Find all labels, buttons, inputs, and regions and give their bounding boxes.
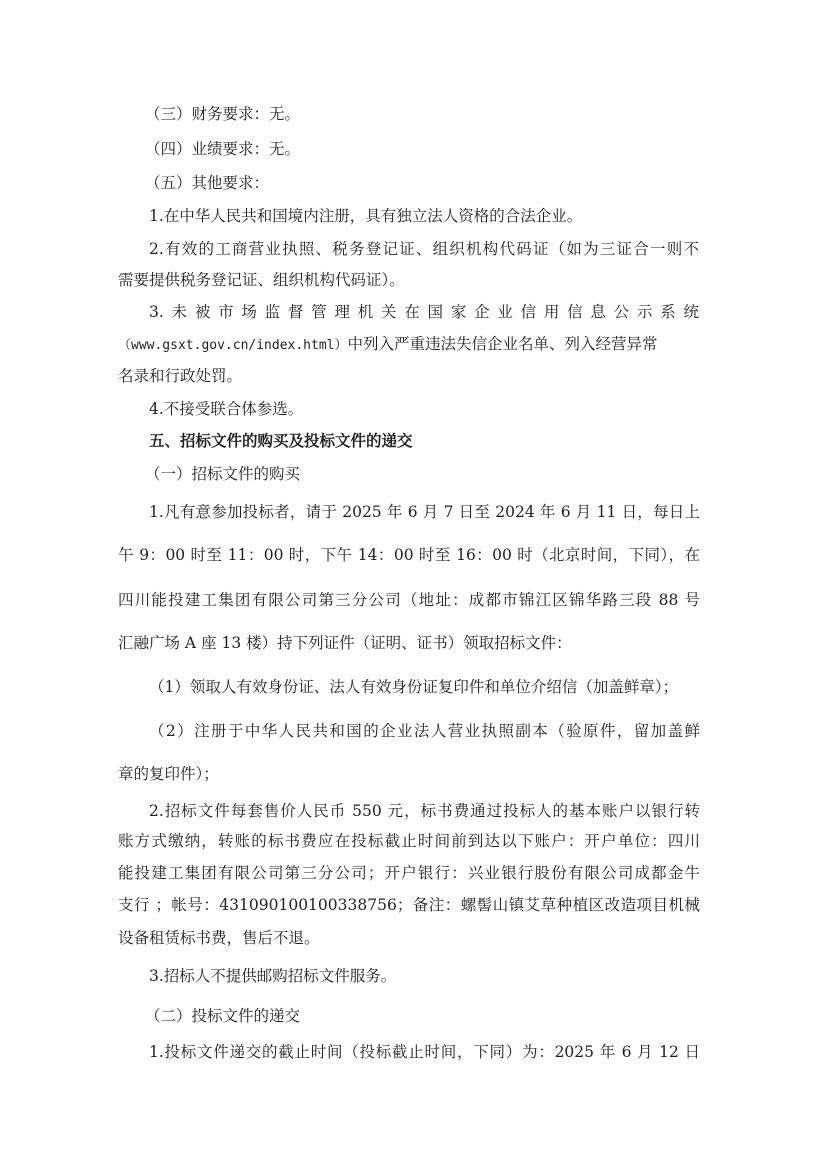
line-req-4: 4.不接受联合体参选。 xyxy=(149,400,304,418)
subsection-purchase: （一）招标文件的购买 xyxy=(145,465,301,483)
line-submission-1: 1.投标文件递交的截止时间（投标截止时间，下同）为：2025 年 6 月 12 日 xyxy=(149,1043,700,1061)
line-doc-item-2-cont: 章的复印件）； xyxy=(118,765,219,783)
line-purchase-3: 3.招标人不提供邮购招标文件服务。 xyxy=(149,967,397,985)
line-req-2-cont: 需要提供税务登记证、组织机构代码证）。 xyxy=(118,271,405,289)
line-purchase-1-time: 午 9：00 时至 11：00 时，下午 14：00 时至 16：00 时（北京时间，下同），在 xyxy=(118,546,700,564)
line-performance-req: （四）业绩要求：无。 xyxy=(145,140,301,158)
line-other-req: （五）其他要求： xyxy=(145,174,270,192)
section-5-heading: 五、招标文件的购买及投标文件的递交 xyxy=(149,431,413,450)
line-req-2: 2.有效的工商营业执照、税务登记证、组织机构代码证（如为三证合一则不 xyxy=(149,240,699,258)
line-purchase-2-d: 支行 ；帐号：431090100100338756；备注：螺髻山镇艾草种植区改造项目机械 xyxy=(118,896,700,914)
line-purchase-1: 1.凡有意参加投标者，请于 2025 年 6 月 7 日至 2024 年 6 月 11 日，每日上 xyxy=(149,503,700,521)
line-finance-req: （三）财务要求：无。 xyxy=(145,105,301,123)
line-req-3-cont xyxy=(118,334,658,356)
line-req-3-cont-text: 中列入严重违法失信企业名单、列入经营异常 xyxy=(347,335,658,353)
line-purchase-1-address: 四川能投建工集团有限公司第三分公司（地址：成都市锦江区锦华路三段 88 号 xyxy=(118,591,700,609)
line-doc-item-1: （1）领取人有效身份证、法人有效身份证复印件和单位介绍信（加盖鲜章）； xyxy=(149,678,679,696)
line-req-3: 3.未被市场监督管理机关在国家企业信用信息公示系统 xyxy=(149,303,699,321)
line-purchase-2-end: 设备租赁标书费，售后不退。 xyxy=(118,929,320,947)
line-req-1: 1.在中华人民共和国境内注册，具有独立法人资格的合法企业。 xyxy=(149,207,583,225)
subsection-submission: （二）投标文件的递交 xyxy=(145,1007,301,1025)
line-doc-item-2: （2）注册于中华人民共和国的企业法人营业执照副本（验原件，留加盖鲜 xyxy=(149,722,700,740)
line-purchase-2-b: 账方式缴纳，转账的标书费应在投标截止时间前到达以下账户：开户单位：四川 xyxy=(118,832,700,850)
line-purchase-1-end: 汇融广场 A 座 13 楼）持下列证件（证明、证书）领取招标文件： xyxy=(118,634,572,652)
line-purchase-2: 2.招标文件每套售价人民币 550 元，标书费通过投标人的基本账户以银行转 xyxy=(149,802,700,820)
line-req-3-end: 名录和行政处罚。 xyxy=(118,367,243,385)
line-purchase-2-c: 能投建工集团有限公司第三分公司；开户银行：兴业银行股份有限公司成都金牛 xyxy=(118,864,700,882)
gsxt-url: （www.gsxt.gov.cn/index.html） xyxy=(118,338,348,353)
